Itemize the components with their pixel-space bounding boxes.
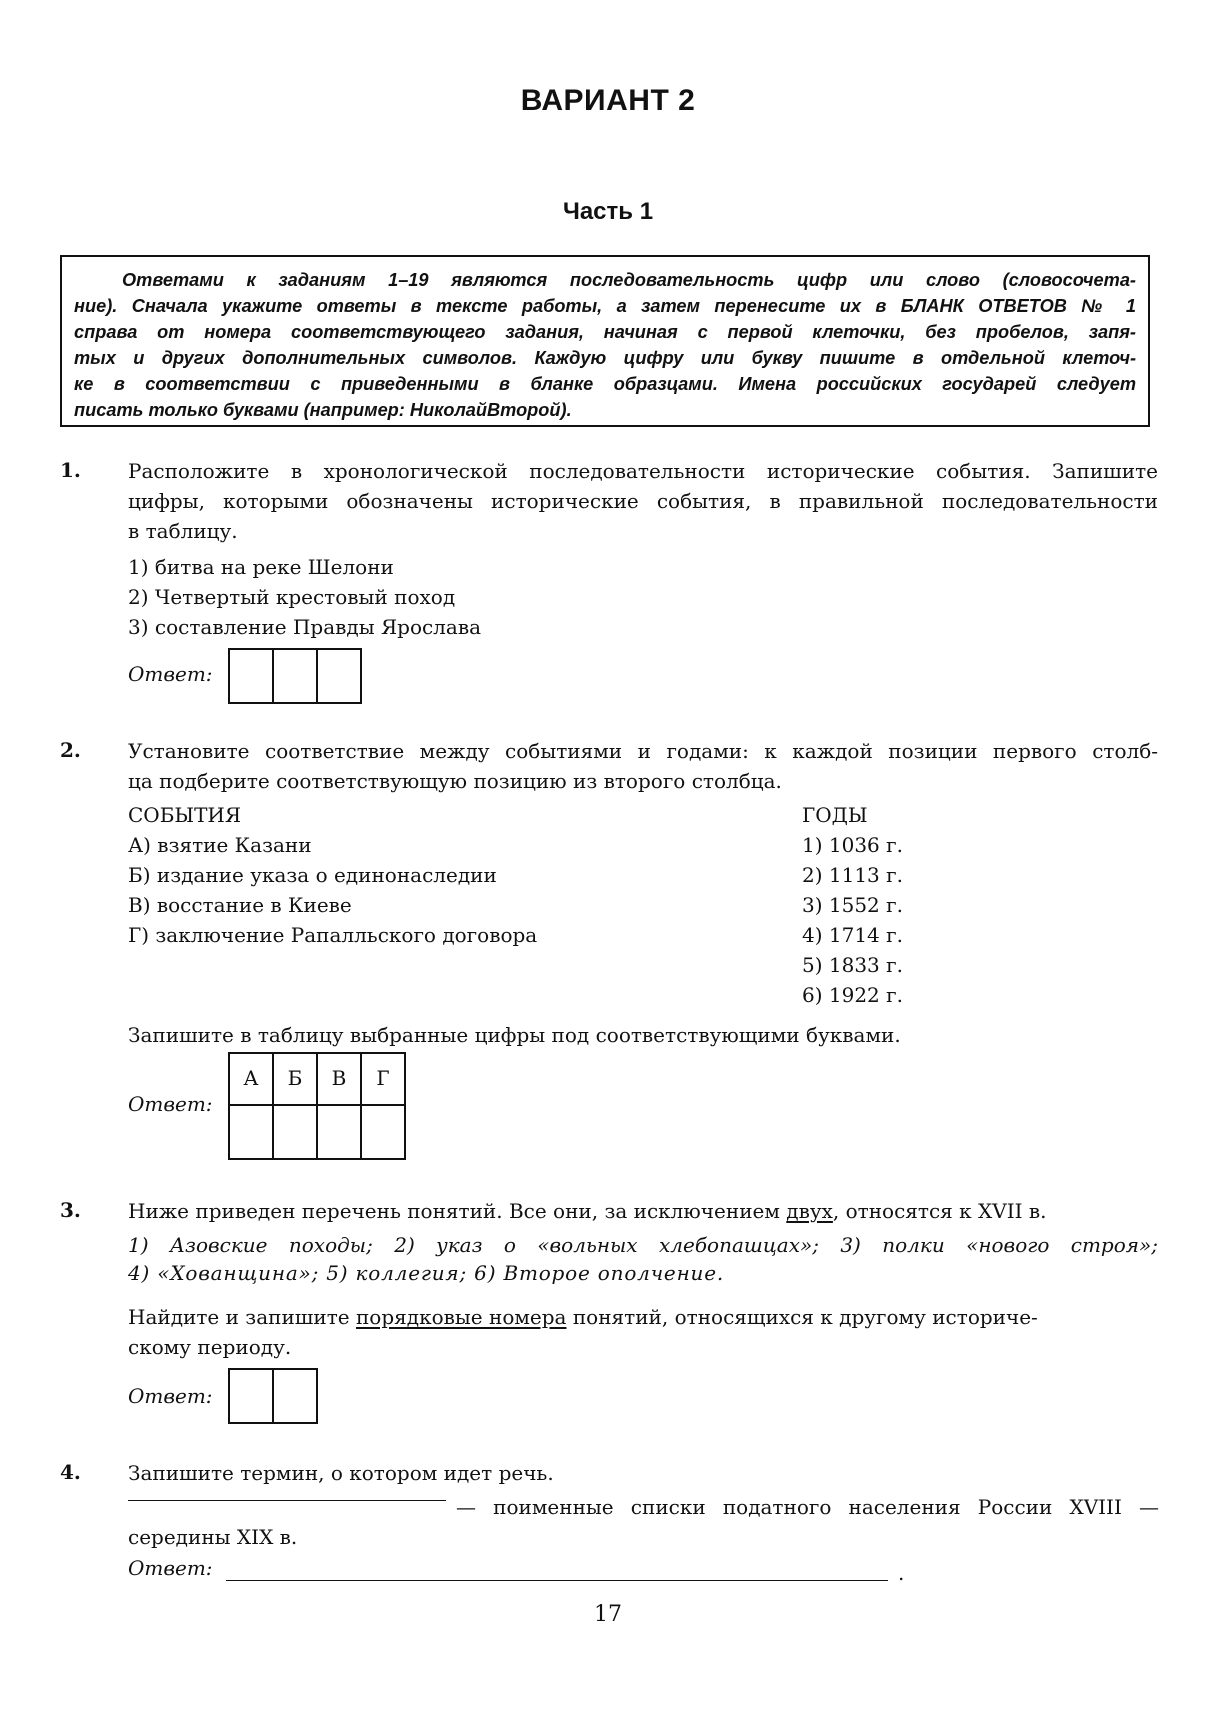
q2-answer-cell[interactable] <box>360 1104 406 1160</box>
answer-label: Ответ: <box>128 1092 213 1116</box>
q2-event: Г) заключение Рапалльского договора <box>128 923 538 947</box>
q4-end-dot: . <box>898 1561 905 1585</box>
q4-text-line: Запишите термин, о котором идет речь. <box>128 1461 554 1485</box>
q2-table-header: А <box>228 1052 274 1106</box>
q3-text-line: скому периоду. <box>128 1335 292 1359</box>
variant-title: ВАРИАНТ 2 <box>520 84 696 117</box>
instructions-line: тых и других дополнительных символов. Каждую цифру или букву пишите в отдельной клеточ- <box>74 348 1136 368</box>
answer-label: Ответ: <box>128 1556 213 1580</box>
q2-years-header: ГОДЫ <box>802 803 868 827</box>
q2-table-header: Б <box>272 1052 318 1106</box>
q1-text-line: в таблицу. <box>128 519 238 543</box>
q2-text-line: ца подберите соответствующую позицию из второго столбца. <box>128 769 782 793</box>
q3-text-part: понятий, относящихся к другому историче- <box>566 1305 1038 1329</box>
q2-instruction: Запишите в таблицу выбранные цифры под соответствующими буквами. <box>128 1023 901 1047</box>
q4-term-blank[interactable] <box>128 1500 446 1501</box>
q2-table-header: Г <box>360 1052 406 1106</box>
q4-definition-cont: середины XIX в. <box>128 1525 298 1549</box>
q4-answer-line[interactable] <box>226 1580 888 1581</box>
instructions-line: ние). Сначала укажите ответы в тексте работы, а затем перенесите их в БЛАНК ОТВЕТОВ № 1 <box>74 296 1136 316</box>
q2-events-header: СОБЫТИЯ <box>128 803 242 827</box>
q2-answer-cell[interactable] <box>228 1104 274 1160</box>
instructions-line: справа от номера соответствующего задания, начиная с первой клеточки, без пробелов, запя- <box>74 322 1136 342</box>
q3-emphasis: двух <box>786 1199 833 1223</box>
q1-text-line: цифры, которыми обозначены исторические события, в правильной последовательности <box>128 489 1158 513</box>
q1-answer-cell[interactable] <box>316 648 362 704</box>
q3-text-line <box>128 1196 1158 1226</box>
q3-text-part: Ниже приведен перечень понятий. Все они, за исключением <box>128 1199 787 1223</box>
q4-number: 4. <box>60 1460 81 1484</box>
page-number: 17 <box>594 1602 622 1627</box>
instructions-line: Ответами к заданиям 1–19 являются последовательность цифр или слово (словосочета- <box>122 270 1136 290</box>
q1-answer-cell[interactable] <box>272 648 318 704</box>
q1-number: 1. <box>60 458 81 482</box>
q4-definition: — поименные списки податного населения России XVIII — <box>456 1495 1159 1519</box>
q3-concepts-line: 1) Азовские походы; 2) указ о «вольных хлебопашцах»; 3) полки «нового строя»; <box>128 1233 1158 1257</box>
q3-number: 3. <box>60 1198 81 1222</box>
q2-table-header: В <box>316 1052 362 1106</box>
q1-answer-cell[interactable] <box>228 648 274 704</box>
q3-text-part: Найдите и запишите <box>128 1305 356 1329</box>
answer-label: Ответ: <box>128 1384 213 1408</box>
q3-emphasis: порядковые номера <box>355 1305 567 1329</box>
q2-year: 1) 1036 г. <box>802 833 903 857</box>
q1-item: 3) составление Правды Ярослава <box>128 615 481 639</box>
q2-year: 2) 1113 г. <box>802 863 903 887</box>
q2-year: 3) 1552 г. <box>802 893 903 917</box>
q1-item: 2) Четвертый крестовый поход <box>128 585 456 609</box>
q2-answer-cell[interactable] <box>316 1104 362 1160</box>
instructions-line: ке в соответствии с приведенными в бланке образцами. Имена российских государей следует <box>74 374 1136 394</box>
q2-year: 5) 1833 г. <box>802 953 903 977</box>
instructions-line: писать только буквами (например: НиколайВторой). <box>74 400 572 420</box>
q3-text-line <box>128 1302 1158 1332</box>
answer-label: Ответ: <box>128 662 213 686</box>
q3-text-part: , относятся к XVII в. <box>832 1199 1047 1223</box>
q2-year: 6) 1922 г. <box>802 983 903 1007</box>
q3-answer-cell[interactable] <box>228 1368 274 1424</box>
q2-event: А) взятие Казани <box>128 833 312 857</box>
q2-event: В) восстание в Киеве <box>128 893 352 917</box>
part-title: Часть 1 <box>562 198 654 225</box>
q2-answer-cell[interactable] <box>272 1104 318 1160</box>
q1-text-line: Расположите в хронологической последовательности исторические события. Запишите <box>128 459 1158 483</box>
q3-answer-cell[interactable] <box>272 1368 318 1424</box>
q2-event: Б) издание указа о единонаследии <box>128 863 497 887</box>
instructions-box <box>60 255 1150 427</box>
q2-number: 2. <box>60 738 81 762</box>
q2-text-line: Установите соответствие между событиями и годами: к каждой позиции первого столб- <box>128 739 1158 763</box>
q1-item: 1) битва на реке Шелони <box>128 555 394 579</box>
q2-year: 4) 1714 г. <box>802 923 903 947</box>
q3-concepts-line: 4) «Хованщина»; 5) коллегия; 6) Второе ополчение. <box>128 1261 725 1285</box>
